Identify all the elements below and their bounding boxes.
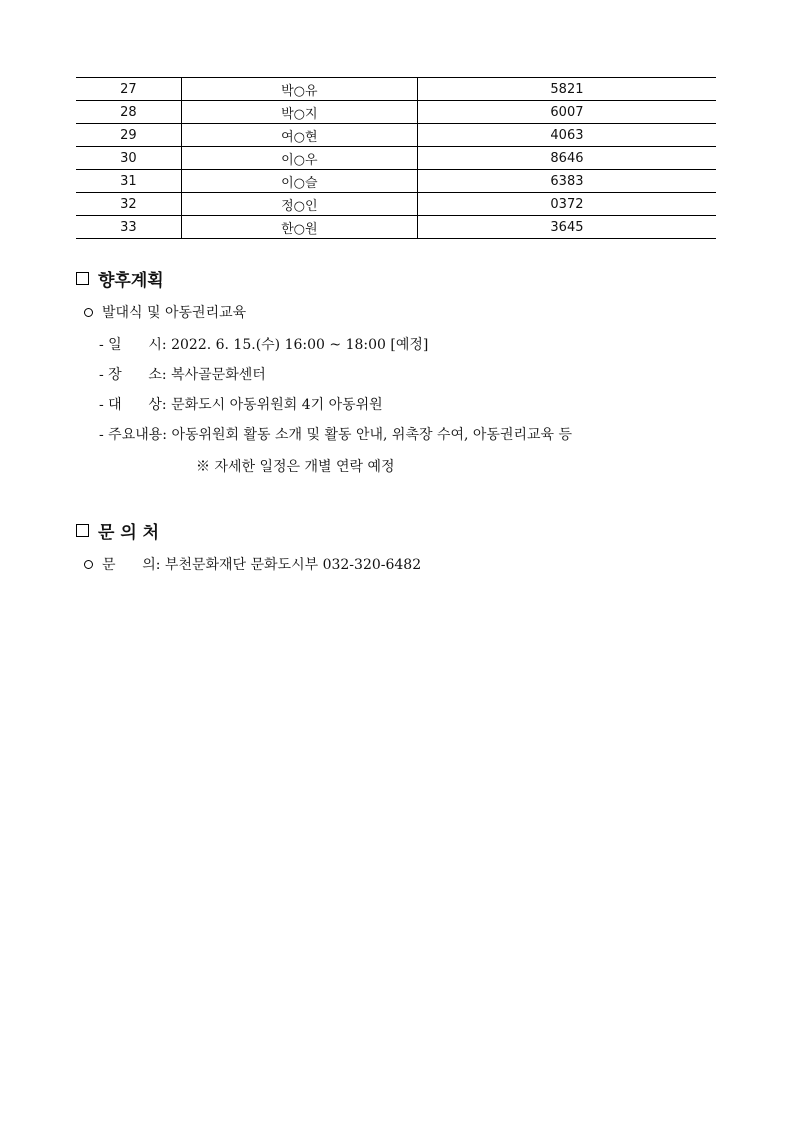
- row-number: 32: [76, 193, 181, 216]
- table-row: [76, 170, 716, 193]
- member-name: 이○우: [181, 147, 417, 170]
- table-row: [76, 101, 716, 124]
- plan-item: [84, 302, 246, 322]
- row-number: 30: [76, 147, 181, 170]
- contact-line: [84, 554, 421, 574]
- table-row: [76, 216, 716, 239]
- member-table: [76, 77, 716, 239]
- contact-title: 문 의 처: [98, 523, 160, 543]
- member-name: 박○지: [181, 101, 417, 124]
- row-number: 29: [76, 124, 181, 147]
- plan-item-label: 발대식 및 아동권리교육: [102, 305, 247, 321]
- plan-note: ※ 자세한 일정은 개별 연락 예정: [196, 459, 395, 475]
- plan-detail-date: - 일 시: 2022. 6. 15.(수) 16:00 ~ 18:00 [예정]: [99, 337, 429, 353]
- member-code: 8646: [417, 147, 716, 170]
- member-code: 0372: [417, 193, 716, 216]
- plan-heading: [76, 266, 164, 291]
- row-number: 28: [76, 101, 181, 124]
- checkbox-square-icon: [76, 524, 89, 537]
- row-number: 31: [76, 170, 181, 193]
- circle-bullet-icon: [84, 560, 93, 569]
- plan-detail-target: - 대 상: 문화도시 아동위원회 4기 아동위원: [99, 397, 383, 413]
- member-code: 4063: [417, 124, 716, 147]
- member-code: 3645: [417, 216, 716, 239]
- member-name: 여○현: [181, 124, 417, 147]
- member-name: 박○유: [181, 78, 417, 101]
- plan-detail-content: - 주요내용: 아동위원회 활동 소개 및 활동 안내, 위촉장 수여, 아동권리교육 등: [99, 427, 573, 443]
- checkbox-square-icon: [76, 272, 89, 285]
- row-number: 33: [76, 216, 181, 239]
- circle-bullet-icon: [84, 308, 93, 317]
- table-row: [76, 193, 716, 216]
- member-code: 5821: [417, 78, 716, 101]
- member-code: 6383: [417, 170, 716, 193]
- member-code: 6007: [417, 101, 716, 124]
- member-name: 정○인: [181, 193, 417, 216]
- plan-title: 향후계획: [98, 271, 164, 291]
- plan-detail-place: - 장 소: 복사골문화센터: [99, 367, 266, 383]
- member-name: 이○슬: [181, 170, 417, 193]
- member-name: 한○원: [181, 216, 417, 239]
- table-row: [76, 147, 716, 170]
- row-number: 27: [76, 78, 181, 101]
- table-row: [76, 124, 716, 147]
- contact-heading: [76, 518, 159, 543]
- table-row: [76, 78, 716, 101]
- contact-text: 문 의: 부천문화재단 문화도시부 032-320-6482: [102, 557, 422, 573]
